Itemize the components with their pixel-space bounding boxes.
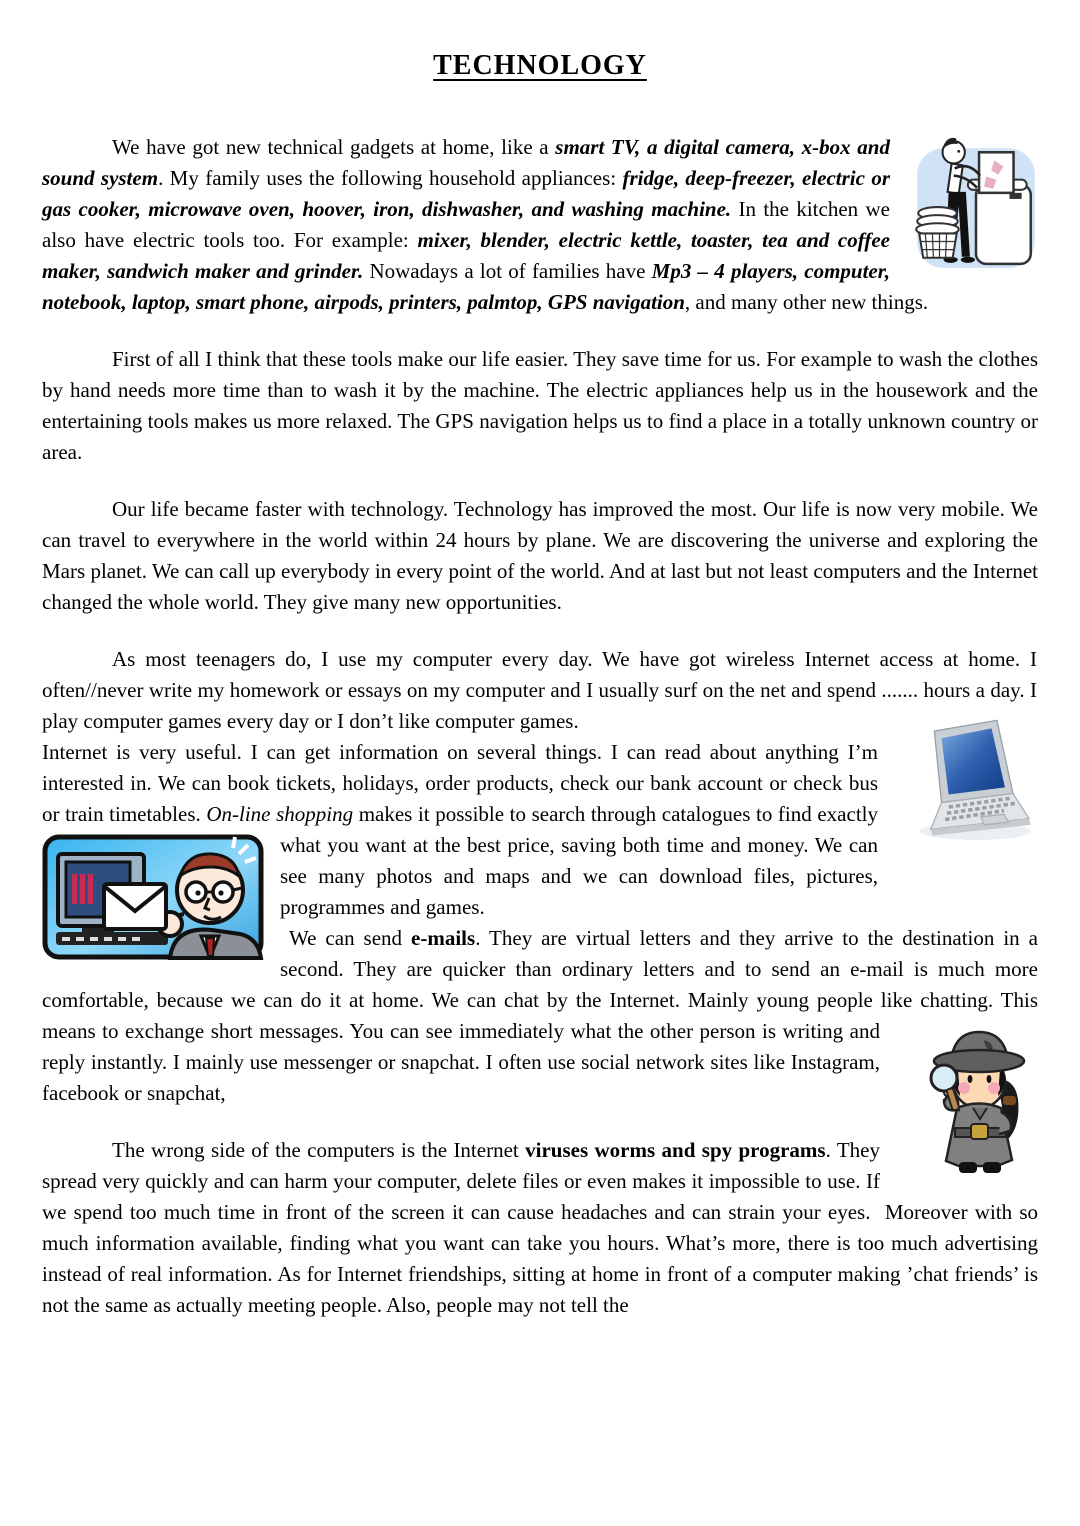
detective-clipart <box>926 1018 1038 1178</box>
paragraph-internet <box>42 737 1038 1109</box>
paragraph-faster <box>42 494 1038 618</box>
paragraph-text: We have got new technical gadgets at home, like a smart TV, a digital camera, x-box and sound system. My family uses the following household appliances: fridge, deep-freezer, electric or gas cooker, microwave oven, hoover, iron, dishwasher, and washing machine. In the kitchen we also have electric tools too. For example: mixer, blender, electric kettle, toaster, tea and coffee maker, sandwich maker and grinder. Nowadays a lot of families have Mp3 – 4 players, computer, notebook, laptop, smart phone, airpods, printers, palmtop, GPS navigation, and many other new things. <box>42 135 929 314</box>
laptop-clipart <box>904 706 1038 858</box>
paragraph-text: Internet is very useful. I can get information on several things. I can read about anything I’m interested in. We can book tickets, holidays, order products, check our bank account or check bus or train timetables. On-line shopping makes it possible to search through catalogues to find exactly what you want at <box>42 740 878 857</box>
paragraph-text: As most teenagers do, I use my computer every day. We have got wireless Internet access at home. I often//never write my homework or essays on my computer and I usually surf on the net and spend ....... hours a day. I play computer games every day or I don’t like computer games. <box>42 647 1037 733</box>
email-clipart <box>42 834 264 960</box>
paragraph-wrongside <box>42 1135 1038 1321</box>
paragraph-computer <box>42 644 1038 737</box>
paragraph-easier <box>42 344 1038 468</box>
float-spacer <box>1037 644 1038 706</box>
laundry-clipart <box>914 132 1038 274</box>
paragraph-text: messages. You can see immediately what the other person is writing and reply instantly. I mainly use messenger or snapchat. I often use social network sites like Instagram, facebook or snapchat, <box>42 1019 880 1105</box>
paragraph-text: Our life became faster with technology. Technology has improved the most. Our life is now very mobile. We can travel to everywhere in the world within 24 hours by plane. We are discovering the universe and exploring the Mars planet. We can call up everybody in every point of the world. And at last but not least computers and the Internet changed the whole world. They give many new opportunities. <box>42 497 1038 614</box>
paragraph-text: First of all I think that these tools make our life easier. They save time for us. For example to wash the clothes by hand needs more time than to wash it by the machine. The electric appliances help us in the housework and the entertaining tools makes us more relaxed. The GPS navigation helps us to find a place in a totally unknown country or area. <box>42 347 1038 464</box>
page-title: TECHNOLOGY <box>433 50 647 81</box>
paragraph-text: the best price, saving both time and money. We can see many photos and maps and we can download files, pictures, programmes and games. We can send e-mails. They are virtual letters and they arrive to the destination in a second. They are quicker than ordinary letters and to send an e-mail is much more comfortable, because we can do it at home. We can chat by the Internet. Mainly young people like chatting. This means to exchange short <box>42 833 1038 1043</box>
paragraph-text: The wrong side of the computers is the Internet viruses worms and spy programs. They spread very quickly and can harm your computer, delete files or even makes it impossible to use. If we spend too much time in front of the screen it can cause headaches and can strain your eyes. Moreover with so much information available, finding what you want can take you hours. What’s more, there is too much advertising instead of real information. As for Internet friendships, sitting at home in front of a computer making ’chat friends’ is not the same as actually meeting people. Also, people may not tell the <box>42 1138 1038 1317</box>
paragraph-gadgets <box>42 132 1038 318</box>
